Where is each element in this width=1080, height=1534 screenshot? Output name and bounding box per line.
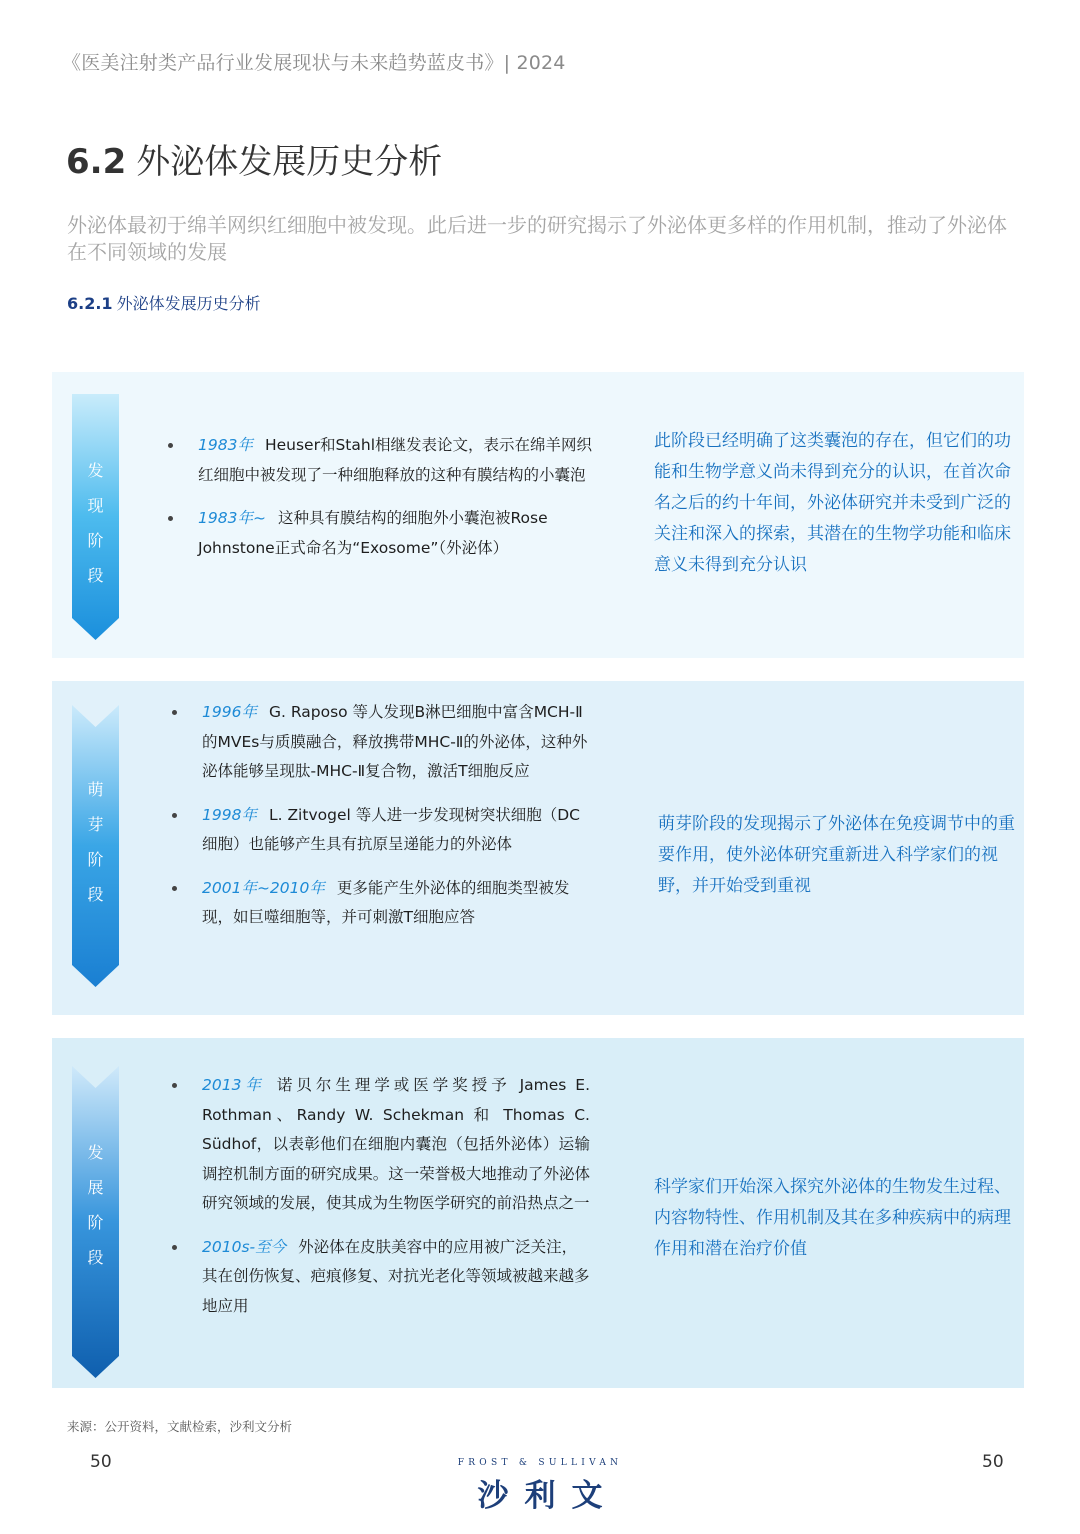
milestone-item [170, 698, 594, 787]
milestone-item [170, 1071, 590, 1219]
milestone-list-development [170, 1071, 590, 1321]
section-number: 6.2 [66, 142, 127, 182]
milestone-item [170, 801, 594, 860]
milestone-text: 这种具有膜结构的细胞外小囊泡被Rose Johnstone正式命名为“Exosome”（外泌体） [198, 509, 548, 557]
milestone-item [170, 1233, 590, 1322]
milestone-list-discovery [166, 431, 592, 563]
subsection-number: 6.2.1 [67, 294, 113, 313]
stage-summary-budding: 萌芽阶段的发现揭示了外泌体在免疫调节中的重要作用，使外泌体研究重新进入科学家们的视野，并开始受到重视 [658, 814, 1015, 896]
page-number: 50 [90, 1452, 112, 1472]
section-title-text: 外泌体发展历史分析 [136, 142, 443, 182]
subsection-title [67, 291, 261, 314]
brand-logo: 沙利文 [477, 1478, 619, 1514]
section-title [66, 134, 442, 183]
milestone-item [170, 874, 594, 933]
milestone-year: 2013年 [202, 1076, 265, 1094]
milestone-year: 1983年~ [198, 509, 266, 527]
page-number: 50 [982, 1452, 1004, 1472]
milestone-text: L. Zitvogel 等人进一步发现树突状细胞（DC细胞）也能够产生具有抗原呈递能力的外泌体 [202, 805, 580, 853]
lead-paragraph: 外泌体最初于绵羊网织红细胞中被发现。此后进一步的研究揭示了外泌体更多样的作用机制，推动了外泌体在不同领域的发展 [67, 213, 1007, 264]
stage-summary-development: 科学家们开始深入探究外泌体的生物发生过程、内容物特性、作用机制及其在多种疾病中的病理作用和潜在治疗价值 [654, 1177, 1011, 1259]
milestone-year: 1983年 [198, 436, 253, 454]
milestone-year: 2001年~2010年 [202, 878, 325, 897]
milestone-item [166, 504, 592, 563]
stage-label-budding: 萌 芽 阶 段 [87, 780, 104, 904]
subsection-title-text: 外泌体发展历史分析 [116, 294, 261, 313]
milestone-year: 2010s-至今 [202, 1237, 287, 1256]
stage-panel-discovery [52, 372, 1024, 658]
milestone-text: G. Raposo 等人发现B淋巴细胞中富含MCH-Ⅱ的MVEs与质膜融合，释放携带MHC-Ⅱ的外泌体，这种外泌体能够呈现肽-MHC-Ⅱ复合物，激活T细胞反应 [202, 703, 588, 780]
milestone-text: 更多能产生外泌体的细胞类型被发现，如巨噬细胞等，并可刺激T细胞应答 [202, 878, 570, 926]
source-note: 来源：公开资料，文献检索，沙利文分析 [67, 1419, 293, 1434]
document-header: 《医美注射类产品行业发展现状与未来趋势蓝皮书》| 2024 [62, 52, 566, 74]
stage-panel-budding [52, 681, 1024, 1015]
milestone-year: 1996年 [202, 703, 257, 721]
stage-panel-development [52, 1038, 1024, 1388]
stage-label-discovery: 发 现 阶 段 [87, 461, 104, 585]
milestone-item [166, 431, 592, 490]
milestone-list-budding [170, 698, 594, 933]
milestone-year: 1998年 [202, 805, 257, 824]
milestone-text: 诺贝尔生理学或医学奖授予 James E. Rothman、Randy W. Schekman 和 Thomas C. Südhof，以表彰他们在细胞内囊泡（包括外泌体）运输调控机制方面的研究成果。这一荣誉极大地推动了外泌体研究领域的发展，使其成为生物医学研究的前沿热点之一 [202, 1076, 591, 1212]
stage-label-development: 发 展 阶 段 [87, 1143, 104, 1267]
milestone-text: 外泌体在皮肤美容中的应用被广泛关注，其在创伤恢复、疤痕修复、对抗光老化等领域被越来越多地应用 [202, 1237, 590, 1315]
brand-logo-text: FROST & SULLIVAN [457, 1458, 623, 1468]
milestone-text: Heuser和Stahl相继发表论文，表示在绵羊网织红细胞中被发现了一种细胞释放的这种有膜结构的小囊泡 [198, 436, 592, 484]
stage-summary-discovery: 此阶段已经明确了这类囊泡的存在，但它们的功能和生物学意义尚未得到充分的认识，在首次命名之后的约十年间，外泌体研究并未受到广泛的关注和深入的探索，其潜在的生物学功能和临床意义未得到充分认识 [654, 431, 1011, 575]
